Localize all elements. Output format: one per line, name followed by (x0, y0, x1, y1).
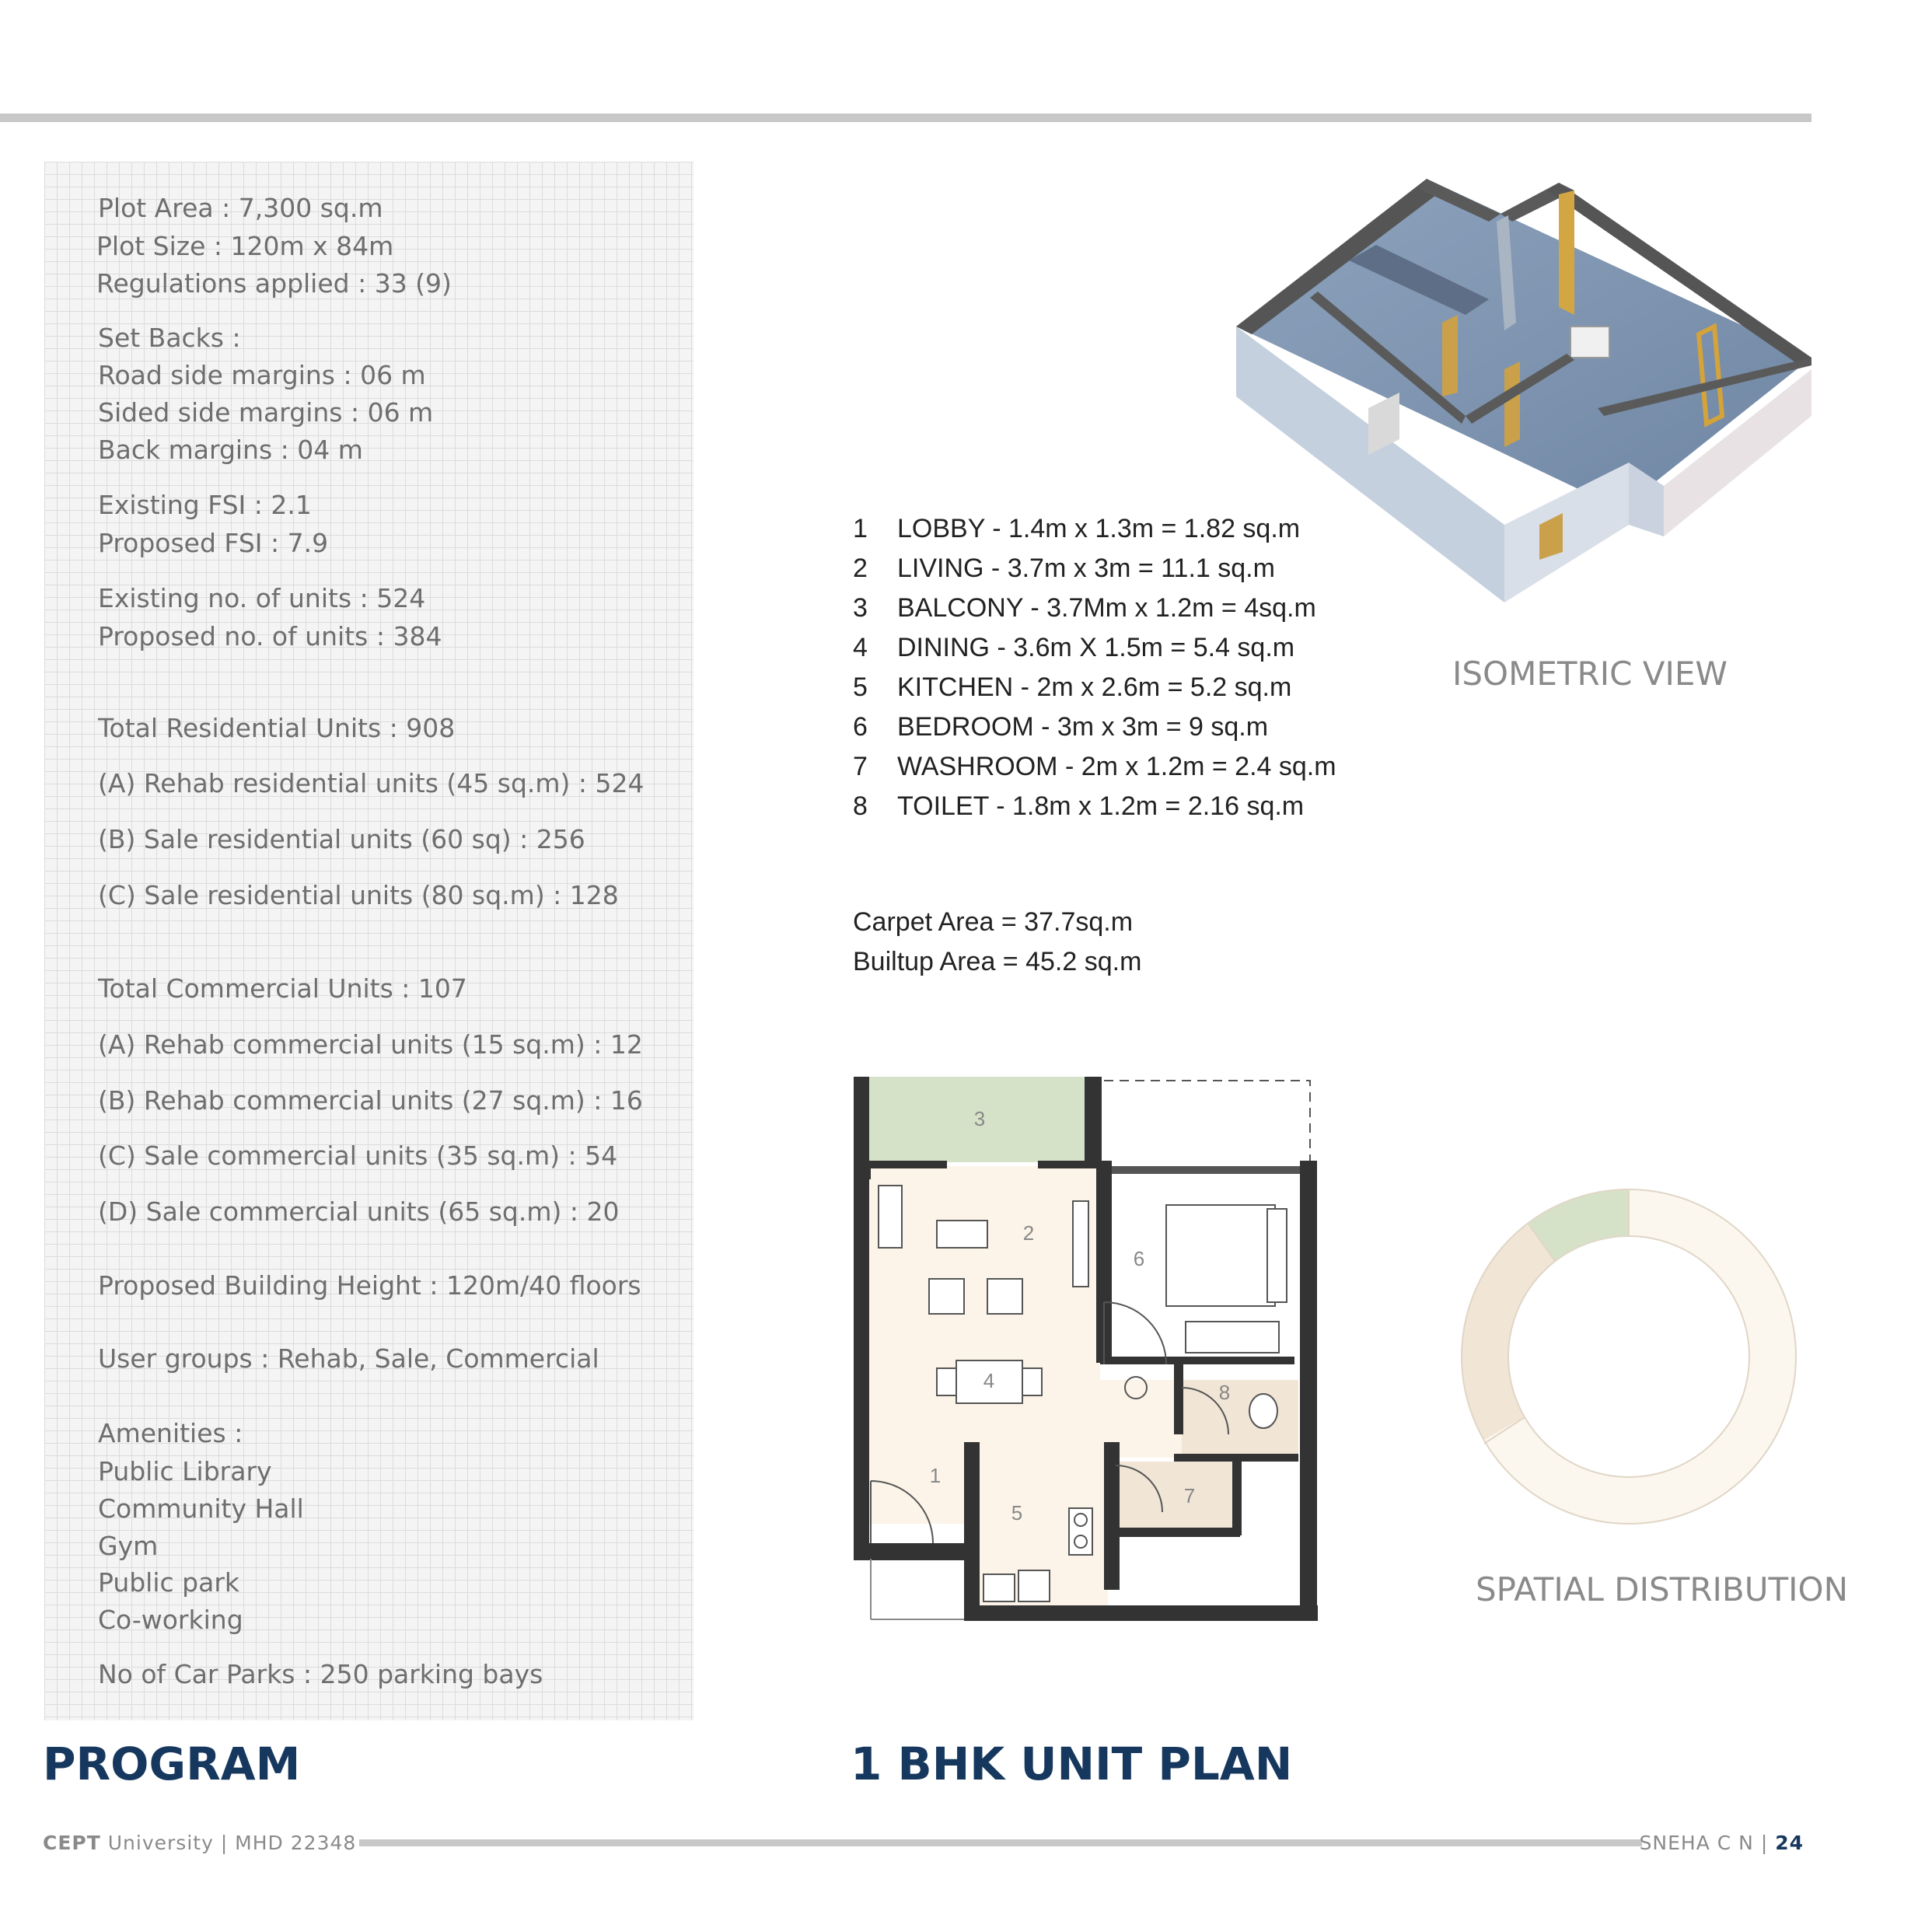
program-line: Existing no. of units : 524 (98, 583, 426, 613)
page-number: 24 (1775, 1832, 1804, 1854)
program-line: Road side margins : 06 m (98, 360, 426, 390)
program-line: (C) Sale residential units (80 sq.m) : 128 (98, 880, 619, 910)
program-line: Proposed FSI : 7.9 (98, 528, 329, 558)
program-line: (B) Sale residential units (60 sq) : 256 (98, 824, 585, 854)
room-legend-item: 7 WASHROOM - 2m x 1.2m = 2.4 sq.m (853, 752, 1336, 781)
program-line: Public Library (98, 1456, 272, 1486)
program-panel (44, 162, 693, 1720)
plan-label-1: 1 (929, 1464, 942, 1487)
builtup-area: Builtup Area = 45.2 sq.m (853, 947, 1142, 976)
footer-author: SNEHA C N | 24 (1639, 1832, 1804, 1854)
program-line: (C) Sale commercial units (35 sq.m) : 54 (98, 1140, 618, 1171)
program-line: Community Hall (98, 1493, 304, 1524)
plan-label-5: 5 (1011, 1501, 1023, 1525)
program-line: Co-working (98, 1605, 243, 1635)
plan-label-6: 6 (1133, 1247, 1145, 1270)
room-legend-item: 4 DINING - 3.6m X 1.5m = 5.4 sq.m (853, 633, 1295, 662)
spatial-distribution-donut (1458, 1186, 1800, 1528)
program-line: Sided side margins : 06 m (98, 397, 434, 428)
program-line: Plot Size : 120m x 84m (96, 231, 394, 261)
carpet-area: Carpet Area = 37.7sq.m (853, 907, 1134, 937)
room-legend-item: 2 LIVING - 3.7m x 3m = 11.1 sq.m (853, 554, 1275, 583)
plan-label-7: 7 (1183, 1484, 1196, 1507)
program-line: (B) Rehab commercial units (27 sq.m) : 16 (98, 1085, 643, 1116)
program-line: Public park (98, 1567, 239, 1598)
isometric-caption: ISOMETRIC VIEW (1452, 655, 1728, 693)
top-divider (0, 114, 1811, 122)
room-legend-item: 6 BEDROOM - 3m x 3m = 9 sq.m (853, 712, 1269, 742)
room-legend-item: 5 KITCHEN - 2m x 2.6m = 5.2 sq.m (853, 672, 1292, 702)
program-line: Set Backs : (98, 323, 241, 353)
program-line: Proposed no. of units : 384 (98, 621, 442, 651)
program-line: Regulations applied : 33 (9) (96, 268, 452, 299)
program-line: (D) Sale commercial units (65 sq.m) : 20 (98, 1196, 620, 1227)
plan-label-8: 8 (1218, 1381, 1231, 1404)
spatial-distribution-caption: SPATIAL DISTRIBUTION (1476, 1570, 1848, 1608)
footer-divider (359, 1839, 1642, 1846)
program-line: User groups : Rehab, Sale, Commercial (98, 1343, 599, 1374)
program-line: Back margins : 04 m (98, 435, 363, 465)
program-line: Gym (98, 1531, 159, 1561)
isometric-view-illustration (1232, 159, 1815, 606)
program-line: Total Commercial Units : 107 (98, 973, 467, 1004)
program-line: Plot Area : 7,300 sq.m (98, 193, 383, 223)
floor-plan-drawing (847, 1077, 1322, 1629)
room-legend-item: 1 LOBBY - 1.4m x 1.3m = 1.82 sq.m (853, 514, 1301, 543)
plan-label-2: 2 (1022, 1221, 1035, 1245)
program-line: Amenities : (98, 1418, 243, 1448)
program-line: Existing FSI : 2.1 (98, 490, 312, 520)
plan-label-4: 4 (983, 1369, 995, 1392)
program-title: PROGRAM (43, 1738, 301, 1790)
room-legend-item: 3 BALCONY - 3.7Mm x 1.2m = 4sq.m (853, 593, 1316, 623)
program-line: (A) Rehab residential units (45 sq.m) : 524 (98, 768, 645, 798)
footer-institution: CEPT University | MHD 22348 (43, 1832, 357, 1854)
unit-plan-title: 1 BHK UNIT PLAN (851, 1738, 1293, 1790)
program-line: (A) Rehab commercial units (15 sq.m) : 12 (98, 1029, 643, 1060)
program-line: Total Residential Units : 908 (98, 713, 456, 743)
room-legend-item: 8 TOILET - 1.8m x 1.2m = 2.16 sq.m (853, 791, 1305, 821)
plan-label-3: 3 (973, 1107, 986, 1130)
program-line: Proposed Building Height : 120m/40 floors (98, 1270, 641, 1301)
program-line: No of Car Parks : 250 parking bays (98, 1659, 543, 1689)
washroom-fill (1116, 1462, 1232, 1532)
